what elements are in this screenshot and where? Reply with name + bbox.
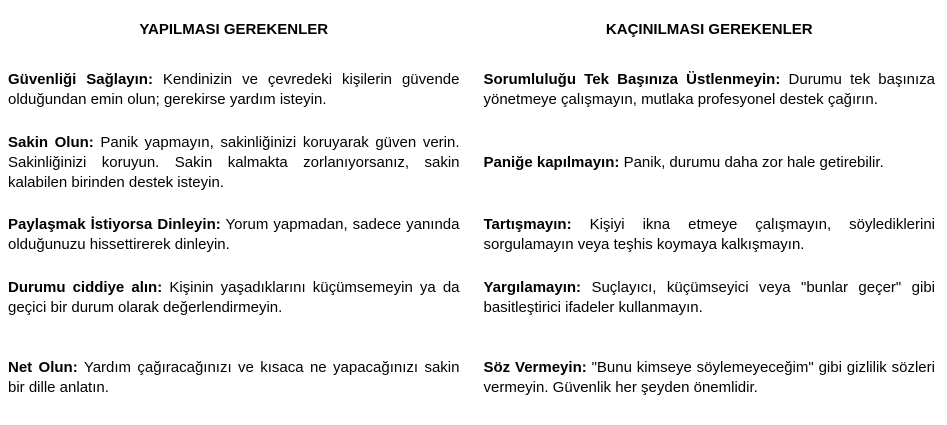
guideline-paragraph (8, 358, 460, 398)
header-row (0, 0, 947, 60)
guideline-paragraph (8, 278, 460, 318)
table-row (0, 331, 947, 425)
guideline-desc: Yardım çağıracağınızı ve kısaca ne yapacağınızı sakin bir dille anlatın. (8, 359, 460, 396)
avoid-cell (474, 60, 947, 120)
guideline-term: Paniğe kapılmayın: (483, 153, 620, 171)
column-header-do: YAPILMASI GEREKENLER (139, 21, 329, 38)
guideline-desc: Yorum yapmadan, sadece yanında olduğunuzu hissettirerek dinleyin. (8, 216, 460, 253)
guideline-paragraph (484, 278, 936, 318)
table-row (0, 60, 947, 120)
avoid-cell (474, 120, 947, 205)
avoid-header-cell (474, 0, 947, 60)
guideline-term: Paylaşmak İstiyorsa Dinleyin: (8, 216, 221, 233)
guideline-paragraph (8, 215, 460, 255)
column-header-avoid: KAÇINILMASI GEREKENLER (605, 21, 813, 38)
guideline-paragraph (484, 70, 936, 110)
guideline-desc: Kendinizin ve çevredeki kişilerin güvende olduğundan emin olun; gerekirse yardım isteyin. (8, 71, 460, 108)
avoid-cell (474, 331, 947, 425)
guideline-desc: Kişiyi ikna etmeye çalışmayın, söylediklerini sorgulamayın veya teşhis koymaya kalkışmayın. (483, 216, 935, 253)
guideline-term: Net Olun: (8, 359, 78, 376)
guideline-desc: Panik, durumu daha zor hale getirebilir. (623, 153, 884, 171)
guideline-term: Sorumluluğu Tek Başınıza Üstlenmeyin: (483, 71, 781, 88)
guideline-paragraph (8, 70, 460, 110)
table-row (0, 205, 947, 265)
guideline-term: Söz Vermeyin: (483, 359, 587, 376)
guideline-term: Yargılamayın: (483, 279, 582, 296)
guideline-desc: Panik yapmayın, sakinliğinizi koruyarak güven verin. Sakinliğinizi koruyun. Sakin kalmakta zorlanıyorsanız, sakin kalabilen birinden destek isteyin. (8, 133, 460, 191)
table-row (0, 120, 947, 205)
do-cell (0, 265, 474, 331)
do-cell (0, 331, 474, 425)
avoid-cell (474, 265, 947, 331)
guideline-desc: Durumu tek başınıza yönetmeye çalışmayın, mutlaka profesyonel destek çağırın. (483, 71, 935, 108)
guideline-paragraph (484, 358, 936, 398)
guideline-desc: "Bunu kimseye söylemeyeceğim" gibi gizlilik sözleri vermeyin. Güvenlik her şeyden önemlidir. (483, 359, 935, 396)
avoid-cell (474, 205, 947, 265)
do-header-cell (0, 0, 474, 60)
guideline-paragraph (484, 153, 936, 173)
guideline-desc: Suçlayıcı, küçümseyici veya "bunlar geçer" gibi basitleştirici ifadeler kullanmayın. (483, 279, 935, 316)
guideline-term: Sakin Olun: (8, 133, 94, 151)
table-row (0, 265, 947, 331)
do-cell (0, 60, 474, 120)
guideline-paragraph (484, 215, 936, 255)
guideline-term: Durumu ciddiye alın: (8, 279, 163, 296)
do-cell (0, 205, 474, 265)
do-cell (0, 120, 474, 205)
guideline-term: Tartışmayın: (483, 216, 572, 233)
guideline-paragraph (8, 133, 460, 193)
guideline-desc: Kişinin yaşadıklarını küçümsemeyin ya da geçici bir durum olarak değerlendirmeyin. (8, 279, 460, 316)
guideline-term: Güvenliği Sağlayın: (8, 71, 153, 88)
